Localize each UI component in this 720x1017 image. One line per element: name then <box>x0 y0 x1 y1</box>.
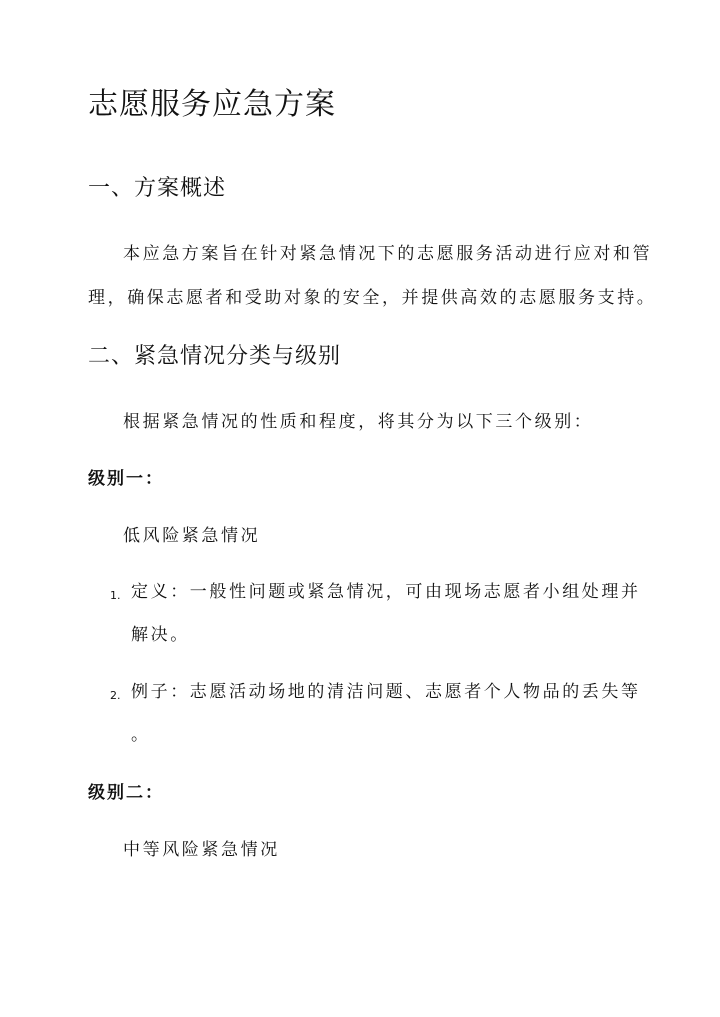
level-one-name: 低风险紧急情况 <box>123 526 261 546</box>
classification-intro: 根据紧急情况的性质和程度，将其分为以下三个级别： <box>123 412 594 432</box>
list-item-example-line-2: 。 <box>131 725 151 745</box>
overview-paragraph-line-1: 本应急方案旨在针对紧急情况下的志愿服务活动进行应对和管 <box>123 244 653 264</box>
section-heading-classification: 二、紧急情况分类与级别 <box>88 344 342 369</box>
list-item-number: 1. <box>110 589 121 602</box>
list-item-definition-line-1: 定义：一般性问题或紧急情况，可由现场志愿者小组处理并 <box>131 582 641 602</box>
level-two-name: 中等风险紧急情况 <box>123 840 280 860</box>
level-two-label: 级别二： <box>88 783 164 803</box>
level-one-label: 级别一： <box>88 469 164 489</box>
overview-paragraph-line-2: 理，确保志愿者和受助对象的安全，并提供高效的志愿服务支持。 <box>88 288 657 308</box>
list-item-definition-line-2: 解决。 <box>131 625 190 645</box>
page-title: 志愿服务应急方案 <box>88 87 336 122</box>
list-item-example-line-1: 例子：志愿活动场地的清洁问题、志愿者个人物品的丢失等 <box>131 682 641 702</box>
list-item-number: 2. <box>110 689 121 702</box>
section-heading-overview: 一、方案概述 <box>88 176 227 201</box>
